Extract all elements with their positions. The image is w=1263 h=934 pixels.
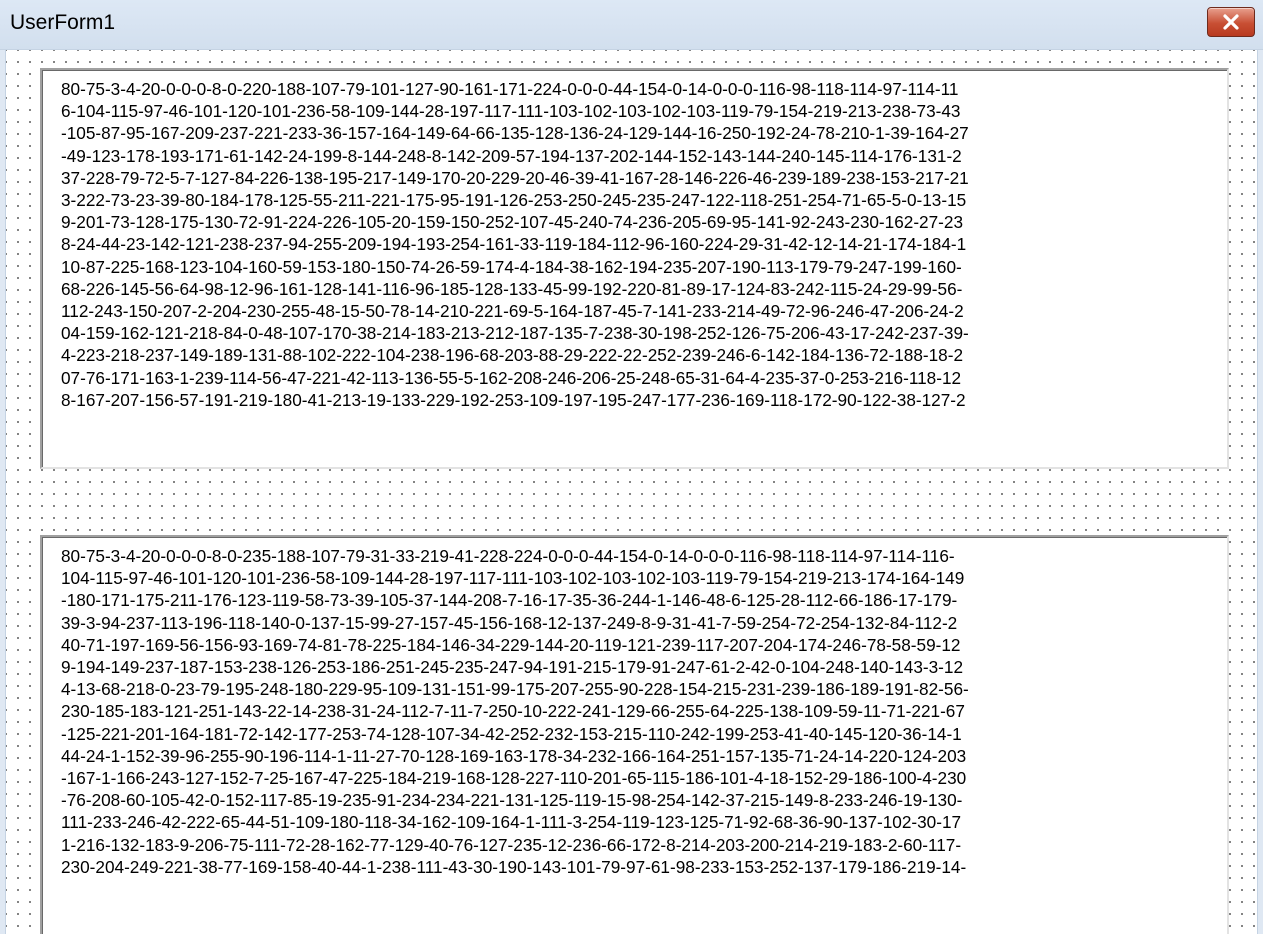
text-line: 1-216-132-183-9-206-75-111-72-28-162-77-129-40-76-127-235-12-236-66-172-8-214-203-200-214-219-183-2-60-117- xyxy=(61,834,962,855)
text-line: 44-24-1-152-39-96-255-90-196-114-1-11-27-70-128-169-163-178-34-232-166-164-251-157-135-71-24-14-220-124-203 xyxy=(61,745,967,766)
textbox-1[interactable] xyxy=(40,68,1229,469)
text-line: 07-76-171-163-1-239-114-56-47-221-42-113-136-55-5-162-208-246-206-25-248-65-31-64-4-235-37-0-253-216-118-12 xyxy=(61,367,962,388)
text-line: -125-221-201-164-181-72-142-177-253-74-128-107-34-42-252-232-153-215-110-242-199-253-41-40-145-120-36-14-1 xyxy=(61,723,962,744)
close-icon xyxy=(1222,14,1240,30)
title-bar[interactable] xyxy=(0,0,1263,50)
text-line: 3-222-73-23-39-80-184-178-125-55-211-221-175-95-191-126-253-250-245-235-247-122-118-251-254-71-65-5-0-13-15 xyxy=(61,190,967,211)
text-line: 112-243-150-207-2-204-230-255-48-15-50-78-14-210-221-69-5-164-187-45-7-141-233-214-49-72-96-246-47-206-24-2 xyxy=(61,301,964,322)
text-line: 230-204-249-221-38-77-169-158-40-44-1-238-111-43-30-190-143-101-79-97-61-98-233-153-252-137-179-186-219-14- xyxy=(61,856,967,877)
text-line: -49-123-178-193-171-61-142-24-199-8-144-248-8-142-209-57-194-137-202-144-152-143-144-240-145-114-176-131-2 xyxy=(61,145,962,166)
text-line: 8-24-44-23-142-121-238-237-94-255-209-194-193-254-161-33-119-184-112-96-160-224-29-31-42-12-14-21-174-184-1 xyxy=(61,234,967,255)
textbox-1-content xyxy=(61,78,1213,411)
close-button[interactable] xyxy=(1207,7,1255,37)
text-line: 68-226-145-56-64-98-12-96-161-128-141-116-96-185-128-133-45-99-192-220-81-89-17-124-83-242-115-24-29-99-56- xyxy=(61,278,963,299)
text-line: 39-3-94-237-113-196-118-140-0-137-15-99-27-157-45-156-168-12-137-249-8-9-31-41-7-59-254-72-254-132-84-112-2 xyxy=(61,612,958,633)
text-line: 111-233-246-42-222-65-44-51-109-180-118-34-162-109-164-1-111-3-254-119-123-125-71-92-68-36-90-137-102-30-17 xyxy=(61,812,962,833)
text-line: 8-167-207-156-57-191-219-180-41-213-19-133-229-192-253-109-197-195-247-177-236-169-118-172-90-122-38-127-2 xyxy=(61,389,966,410)
text-line: 40-71-197-169-56-156-93-169-74-81-78-225-184-146-34-229-144-20-119-121-239-117-207-204-174-246-78-58-59-12 xyxy=(61,634,961,655)
text-line: 80-75-3-4-20-0-0-0-8-0-235-188-107-79-31-33-219-41-228-224-0-0-0-44-154-0-14-0-0-0-116-98-118-114-97-114-116- xyxy=(61,546,955,566)
text-line: 80-75-3-4-20-0-0-0-8-0-220-188-107-79-101-127-90-161-171-224-0-0-0-44-154-0-14-0-0-0-116-98-118-114-97-114-11 xyxy=(61,79,959,99)
form-client-area xyxy=(5,50,1258,934)
text-line: 6-104-115-97-46-101-120-101-236-58-109-144-28-197-117-111-103-102-103-102-103-119-79-154-219-213-238-73-43 xyxy=(61,101,961,122)
textbox-2[interactable] xyxy=(40,535,1229,934)
text-line: 10-87-225-168-123-104-160-59-153-180-150-74-26-59-174-4-184-38-162-194-235-207-190-113-179-79-247-199-160- xyxy=(61,256,962,277)
text-line: 4-223-218-237-149-189-131-88-102-222-104-238-196-68-203-88-29-222-22-252-239-246-6-142-184-136-72-188-18-2 xyxy=(61,345,964,366)
text-line: 04-159-162-121-218-84-0-48-107-170-38-214-183-213-212-187-135-7-238-30-198-252-126-75-206-43-17-242-237-39- xyxy=(61,323,969,344)
text-line: -167-1-166-243-127-152-7-25-167-47-225-184-219-168-128-227-110-201-65-115-186-101-4-18-152-29-186-100-4-230 xyxy=(61,768,967,789)
text-line: 104-115-97-46-101-120-101-236-58-109-144-28-197-117-111-103-102-103-102-103-119-79-154-219-213-174-164-149 xyxy=(61,568,965,589)
text-line: 9-201-73-128-175-130-72-91-224-226-105-20-159-150-252-107-45-240-74-236-205-69-95-141-92-243-230-162-27-23 xyxy=(61,212,964,233)
text-line: -76-208-60-105-42-0-152-117-85-19-235-91-234-234-221-131-125-119-15-98-254-142-37-215-149-8-233-246-19-130- xyxy=(61,790,963,811)
text-line: -180-171-175-211-176-123-119-58-73-39-105-37-144-208-7-16-17-35-36-244-1-146-48-6-125-28-112-66-186-17-179- xyxy=(61,590,958,611)
text-line: 9-194-149-237-187-153-238-126-253-186-251-245-235-247-94-191-215-179-91-247-61-2-42-0-104-248-140-143-3-12 xyxy=(61,657,964,678)
text-line: -105-87-95-167-209-237-221-233-36-157-164-149-64-66-135-128-136-24-129-144-16-250-192-24-78-210-1-39-164-27 xyxy=(61,123,969,144)
text-line: 37-228-79-72-5-7-127-84-226-138-195-217-149-170-20-229-20-46-39-41-167-28-146-226-46-239-189-238-153-217-21 xyxy=(61,167,969,188)
text-line: 230-185-183-121-251-143-22-14-238-31-24-112-7-11-7-250-10-222-241-129-66-255-64-225-138-109-59-11-71-221-67 xyxy=(61,701,965,722)
window-title: UserForm1 xyxy=(10,11,116,34)
textbox-2-content xyxy=(61,545,1213,878)
text-line: 4-13-68-218-0-23-79-195-248-180-229-95-109-131-151-99-175-207-255-90-228-154-215-231-239-186-189-191-82-56- xyxy=(61,679,969,700)
